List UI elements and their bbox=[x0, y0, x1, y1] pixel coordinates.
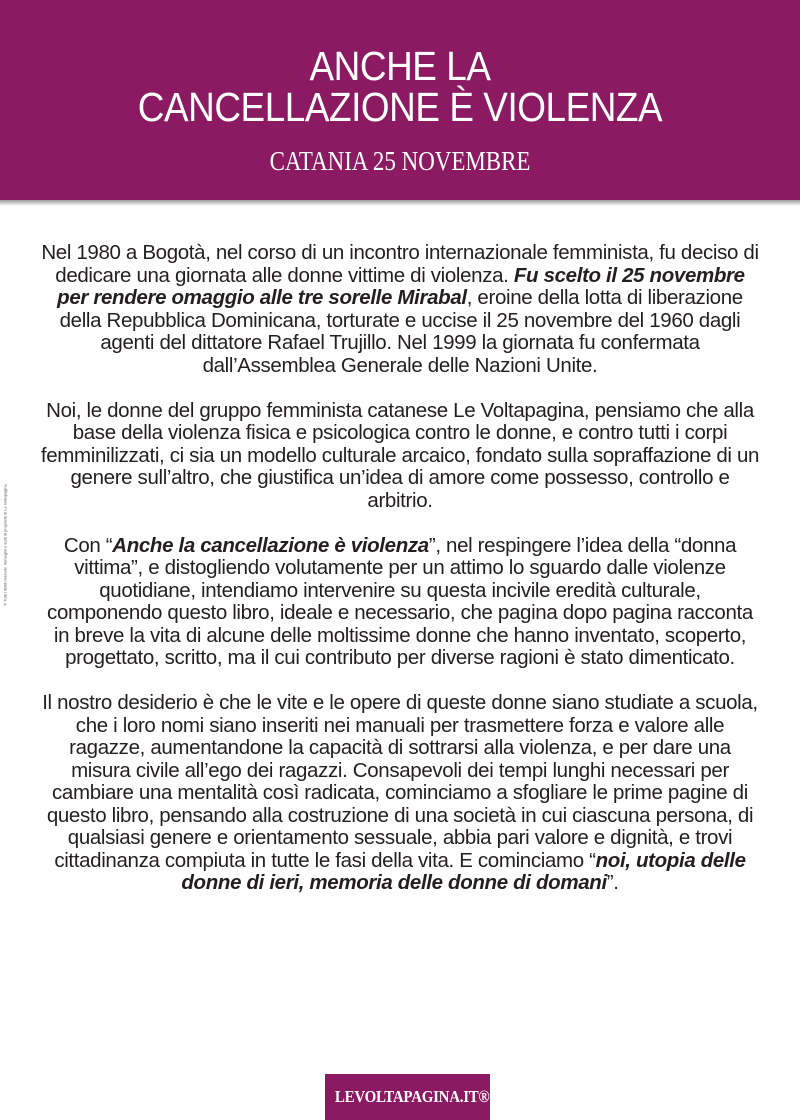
paragraph-3-emphasis: Anche la cancellazione è violenza bbox=[112, 533, 429, 557]
paragraph-4-text-end: ”. bbox=[606, 871, 619, 894]
paragraph-2-text: Noi, le donne del gruppo femminista catanese Le Voltapagina, pensiamo che alla base della violenza fisica e psicologica contro le donne, e contro tutti i corpi femminilizzati, ci sia un modello culturale arcaico, fondato sulla sopraffazione di un genere sull’altro, che giustifica un’idea di amore come possesso, controllo e arbitrio. bbox=[40, 398, 760, 512]
paragraph-1 bbox=[40, 242, 760, 377]
paragraph-1-emphasis: Fu scelto il 25 novembre per rendere omaggio alle tre sorelle Mirabal bbox=[57, 263, 745, 309]
copyright-text: © Tutti i diritti riservati. Immagini e testi di proprietà di Le Voltapagina bbox=[2, 484, 8, 606]
website-badge[interactable] bbox=[325, 1074, 490, 1120]
page-subtitle: CATANIA 25 NOVEMBRE bbox=[269, 146, 531, 176]
paragraph-3-text: Con “ bbox=[63, 533, 113, 557]
header-shadow bbox=[0, 200, 800, 206]
paragraph-1-text: Nel 1980 a Bogotà, nel corso di un incontro internazionale femminista, fu deciso di dedicare una giornata alle donne vittime di violenza. bbox=[41, 241, 759, 287]
paragraph-1-text-end: , eroine della lotta di liberazione della Repubblica Dominicana, torturate e uccise il 25 novembre del 1960 dagli agenti del dittatore Rafael Trujillo. Nel 1999 la giornata fu confermata dall’Assemblea Generale delle Nazioni Unite. bbox=[59, 286, 743, 377]
website-badge-label[interactable]: LEVOLTAPAGINA.IT® bbox=[334, 1087, 490, 1106]
article-body bbox=[40, 242, 760, 895]
page-title: ANCHE LA CANCELLAZIONE È VIOLENZA bbox=[137, 43, 663, 130]
copyright-notice bbox=[0, 470, 10, 620]
header-banner bbox=[0, 0, 800, 200]
paragraph-2 bbox=[40, 400, 760, 513]
paragraph-3 bbox=[40, 535, 760, 670]
paragraph-4-text: Il nostro desiderio è che le vite e le opere di queste donne siano studiate a scuola, che i loro nomi siano inseriti nei manuali per trasmettere forza e valore alle ragazze, aumentandone la capacità di sottrarsi alla violenza, e per dare una misura civile all’ego dei ragazzi. Consapevoli dei tempi lunghi necessari per cambiare una mentalità così radicata, cominciamo a sfogliare le prime pagine di questo libro, pensando alla costruzione di una società in cui ciascuna persona, di qualsiasi genere e orientamento sessuale, abbia pari valore e dignità, e trovi cittadinanza compiuta in tutte le fasi della vita. E cominciamo “ bbox=[42, 691, 758, 872]
paragraph-4-emphasis: noi, utopia delle donne di ieri, memoria delle donne di domani bbox=[181, 848, 746, 894]
paragraph-3-text-end: ”, nel respingere l’idea della “donna vittima”, e distogliendo volutamente per un attimo lo sguardo dalle violenze quotidiane, intendiamo intervenire su questa incivile eredità culturale, componendo questo libro, ideale e necessario, che pagina dopo pagina racconta in breve la vita di alcune delle moltissime donne che hanno inventato, scoperto, progettato, scritto, ma il cui contributo per diverse ragioni è stato dimenticato. bbox=[47, 533, 753, 669]
paragraph-4 bbox=[40, 692, 760, 895]
